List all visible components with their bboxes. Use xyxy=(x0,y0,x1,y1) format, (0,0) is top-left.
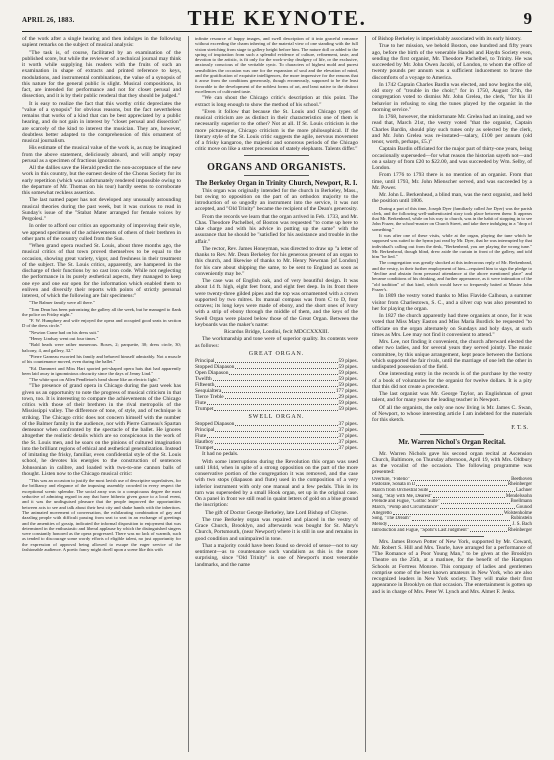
great-organ-title: GREAT ORGAN. xyxy=(248,350,305,357)
article-paragraph: "The presence of grand opera in Chicago during the past week has given us an opportunity to note the progress of musical criticism in that town, too. It is interesting to compare the achievements of the Chicago critics with those of their brethren in the rival metropolis of the Mississippi valley. The difference of tone, of style, and of technique is striking. The Chicago critic does not concern himself with the number of the Balmer family in the audience, nor with Pierre Garneau's Spartan demeanor when confronted by the spectacle of the ballet. He ignores altogether the realistic details which are so conspicuous in the work of the St. Louis men, and he soars on the pinions of cultured imagination into the brilliant regions of ethical and æsthetical generalization. Instead of imitating the frisky, familiar, even confidential style of the St. Louis school, he devotes his energies to the construction of sentences Johnsonian in calibre, and loaded with two-to-one cannon balls of thought. Listen now to the Chicago musical critic: xyxy=(22,383,181,477)
leader-dots xyxy=(215,439,338,444)
leader-dots xyxy=(229,370,337,375)
article-paragraph: Mr. John L. Berkenhead, a blind man, was the next organist, and held the position until 1806. xyxy=(372,192,532,205)
article-paragraph: of Bishop Berkeley is imperishably associated with its early history. xyxy=(372,36,522,42)
issue-date: APRIL 26, 1883. xyxy=(22,16,75,24)
article-paragraph: From the records we learn that the organ arrived in Feb. 1733, and Mr. Chas. Theodore Pachelbel, of Boston was requested "to come up here to take charge and with his advice in putting up the same" with the assurance that he should be "satisfied for his assistance and trouble in the affair." xyxy=(195,213,358,245)
article-paragraph: "When grand opera reached St. Louis, about three months ago, the musical critics of that town proved themselves to be equal to the occasion, showing great variety, vigor, and freshness in their treatment of the subject. The St. Louis critics, apparently, are hampered in the discharge of their functions by no cast iron code. While not neglecting the performance in its purely æsthetical aspects, they managed to keep one eye and one ear open for the information which enabled them to enliven and diversify their reports with points of strictly personal interest, of which the following are fair specimens:" xyxy=(22,243,181,299)
article-paragraph: This organ was originally intended for the church in Berkeley, Mass., but owing to opposition on the part of an orthodox majority to the introduction of so ungodly an instrument into the service, it was not accepted, and "Old Trinity" became the recipient of the Dean's generosity. xyxy=(195,187,358,213)
article-paragraph: "Even it follow that because the St. Louis and Chicago types of musical criticism are as distinct in their characteristics one of them is necessarily superior to the other? Not at all. If St. Louis criticism is the more picturesque, Chicago criticism is the more philosophical. If the literary style of the St. Louis critic suggests the agile, nervous movement of a frisky kangaroo, the majestic and sonorous periods of the Chicago critic move on like a street procession of stately elephants. Talents differ." xyxy=(195,108,358,153)
swell-organ-title: SWELL ORGAN. xyxy=(248,414,305,421)
stop-name: Stopped Diapason xyxy=(195,421,235,428)
article-paragraph: Mr. Warren Nichols gave his second organ recital at Ascension Church, Baltimore, on Thursday afternoon, April 19, with Mrs. Oldbury as the vocalist of the occasion. The following programme was presented: xyxy=(372,450,532,476)
anecdote-paragraph: It was after one of these visits, while at the organ, playing the tune which he supposed was suited to the hymn just read by Mr. Dyer, that he was interrupted by that individual's calling out from the desk, "Berkenhead, you are playing the wrong tune." Mr. Berkenhead, though blind, drew aside the curtain in front of the gallery, and told him "he lied." xyxy=(372,232,532,260)
composer-name: Rheinberger xyxy=(507,482,532,488)
article-paragraph: In 1809 the vestry voted thanks to Miss Flavide Calhoun, a summer visitor from Charlestown, S. C., and a silver cup was also presented to her for playing the organ. xyxy=(372,293,532,312)
great-organ-specification xyxy=(195,358,358,412)
stop-name: Twelfth xyxy=(195,376,212,383)
leader-dots xyxy=(388,522,511,526)
leader-dots xyxy=(225,394,338,399)
piece-title: Song, "The Dream" xyxy=(372,516,411,522)
pipe-count: 37 pipes. xyxy=(338,427,358,434)
pipe-count: 59 pipes. xyxy=(338,358,358,365)
quoted-line: "Pierre Garneau escorted his family and behaved himself admirably. Not a muscle of his countenance moved, even during the ballet." xyxy=(22,353,181,365)
composer-name: Beethoven xyxy=(511,476,532,482)
leader-dots xyxy=(441,499,510,503)
leader-dots xyxy=(214,406,337,411)
pipe-count: 37 pipes. xyxy=(338,433,358,440)
composer-name: Lachner xyxy=(515,487,532,493)
leader-dots xyxy=(235,364,337,369)
leader-dots xyxy=(411,477,510,481)
article-paragraph: The case was of English oak, and of very beautiful design. It was about 14 ft. high, eight feet front, and eight feet deep. In its front there were twenty-three gilded pipes and the top was ornamented with a crown supported by two mitres. Its manual compass was from C to D, four octaves; its long keys were made of ebony, and the short ones of ivory with a strip of ebony through the middle of them, and the keys of the Swell Organ were placed below those of the Great Organ. Between the keyboards was the maker's name: xyxy=(195,278,358,328)
article-paragraph: In 1827 the church apparently had three organists at once, for it was voted that Miss Mary Easton and Miss Maria Burdick be requested "to officiate on the organ alternately on Sundays and holy days, at such times as Mrs. Lee may not find it convenient to attend." xyxy=(372,313,532,338)
stop-name: Trumpet xyxy=(195,406,214,413)
leader-dots xyxy=(235,421,337,426)
piece-title: Pastorale, Sonata in D xyxy=(372,482,416,488)
composer-name: Mendelssohn xyxy=(505,493,532,499)
leader-dots xyxy=(393,511,503,515)
article-paragraph: The workmanship and tone were of superior quality. Its contents were as follows: xyxy=(195,336,358,349)
quoted-line: "Ed. Dammert and Miss Hart sported pet-shaped opera hats that had apparently been laid away in ignominious obscurity since the days of Jenny Lind." xyxy=(22,365,181,376)
section-heading: ORGANS AND ORGANISTS. xyxy=(207,161,346,173)
leader-dots xyxy=(214,445,337,450)
article-paragraph: "The task is, of course, facilitated by an examination of the published score, but while the reviewer of a technical journal may think it worth while supplying his readers with the fruits of such an examination in shape of extracts and printed reference to keys, modulations, and instrumental combinations, the value of a synopsis of this nature for the general public is slight. Musical compositions, in fact, are intended for performance and not for closet perusal and dissection, and it is by their public renderal that they should be judged." xyxy=(22,49,181,100)
article-paragraph: All the dallies save the Herald predict the non-acceptance of the new work in this country, but the earnest desire of the Chorus Society for its early repetition (which was unfortunately rendered impossible owing to the departure of Mr. Thomas on his tour) hardly seems to corroborate this somewhat reckless assertion. xyxy=(22,165,181,196)
article-paragraph: Mrs. Lee, not finding it convenient, the church afterward elected the other two ladies, and for several years they served jointly. The music committee, by this unique arrangement, kept peace between the factions which supported the fair rivals, until the marriage of one left the other in undisputed possession of the field. xyxy=(372,339,532,370)
stop-name: Hautboy xyxy=(195,439,214,446)
composer-name: J. S. Bach xyxy=(512,522,532,528)
great-organ-stop xyxy=(195,406,358,412)
quoted-line: "Newton Crane had on his dress suit." xyxy=(29,329,99,335)
article-headline: Mr. Warren Nichol's Organ Recital. xyxy=(398,437,506,446)
section-rule xyxy=(420,434,484,435)
section-rule xyxy=(420,448,484,449)
pipe-count: 37 pipes. xyxy=(338,439,358,446)
piece-title: March, "Pomp and Circumstance" xyxy=(372,505,440,511)
column-divider xyxy=(365,36,366,752)
stop-name: Flute xyxy=(195,400,207,407)
stop-name: Tierce Treble xyxy=(195,394,224,401)
leader-dots xyxy=(215,358,337,363)
quoted-line: "Bald heads were rather numerous. Boxes, 2; parquette, 30; dress circle, 30; balcony, 4, and gallery, 32." xyxy=(22,342,181,353)
leader-dots xyxy=(440,505,515,509)
stop-name: Principal xyxy=(195,427,215,434)
quoted-line: "The Balmer family were all there." xyxy=(29,300,95,306)
composer-name: Gounod xyxy=(516,505,532,511)
article-paragraph: One interesting entry in the records is of the purchase by the vestry of a book of voluntaries for the organist for twelve dollars. It is a pity that this did not create a precedent. xyxy=(372,371,532,390)
stop-name: Fifteenth xyxy=(195,382,215,389)
leader-dots xyxy=(215,382,337,387)
article-paragraph: True to her mission, we behold Boston, one hundred and fifty years ago, before the birth of the venerable Handel and Haydn Society even, sending the first organist, Mr. Theodore Pachelbel, to Trinity. He was succeeded by Mr. John Owen Jacobi, of London, to whom the office of twenty pounds per annum was a sufficient inducement to brave the discomforts of a voyage to America. xyxy=(372,43,532,81)
quoted-line: "F. W. Humphrey and wife enjoyed the opera and occupied good seats in section D of the dress circle." xyxy=(22,318,181,329)
article-paragraph: The true Berkeley organ was repaired and placed in the vestry of Grace Church, Brooklyn, and afterwards was bought for St. Mary's Church, Portsmouth, (near Newport) where it is still in use and remains in good condition and unimpaired in tone. xyxy=(195,516,358,542)
masthead-rule xyxy=(22,31,532,32)
case-inscription: The gift of Doctor George Berkeley, late Lord Bishop of Cloyne. xyxy=(205,509,348,516)
article-paragraph: His estimate of the musical value of the work is, as may be imagined from the above statement, deliciously absurd, and will amply repay perusal as a specimen of fractious ignorance. xyxy=(22,145,181,164)
leader-dots xyxy=(207,433,337,438)
author-signature: F. T. S. xyxy=(511,425,528,432)
pipe-count: 59 pipes. xyxy=(338,400,358,407)
section-rule xyxy=(244,155,309,156)
article-paragraph: Of all the organists, the only one now living is Mr. James C. Swan, of Newport, to whose interesting article I am indebted for the materials for this sketch. xyxy=(372,404,532,423)
pipe-count: 59 pipes. xyxy=(338,376,358,383)
composer-name: Rubinstein xyxy=(510,516,532,522)
article-paragraph: It had no pedals. xyxy=(202,451,239,458)
article-paragraph: With some interruptions during the Revolution this organ was used until 1844, when in spite of a strong opposition on the part of the more conservative portion of the congregation it was removed, and the case with two stops (diapason and flute) used in the composition of a very inferior instrument with only one manual and a few pedals. This in its turn was superseded by a small Hook organ, set up in the original case. On a panel in front we still read in quaint letters of gold on a blue ground the inscription: xyxy=(195,458,358,509)
stop-name: Open Diapason xyxy=(195,370,229,377)
maker-inscription: Ricardus Bridge, Londini, fecit MDCCXXXIII. xyxy=(224,329,329,336)
article-paragraph: That a majority could have been found so devoid of sense—not to say sentiment—as to countenance such vandalism as this is the more surprising, since "Old Trinity" is one of Newport's most venerable landmarks, and the name xyxy=(195,542,358,568)
piece-title: Introduction and Fugue, "Spohr's Last Judgment" xyxy=(372,527,469,533)
swell-organ-specification xyxy=(195,421,358,451)
article-paragraph: In order to afford our critics an opportunity of improving their style, we append specimens of the achievements of others of their brethren in other parts of the country culled from the Sun. xyxy=(22,223,181,242)
article-paragraph: of the work after a single hearing and then indulges in the following sapient remarks on the subject of musical analysis: xyxy=(22,36,181,49)
stop-name: Stopped Diapason xyxy=(195,364,235,371)
leader-dots xyxy=(416,482,506,486)
programme-item xyxy=(372,528,532,534)
piece-title: Overture, "Fidelio" xyxy=(372,476,410,482)
pipe-count: 29 pipes. xyxy=(338,394,358,401)
pipe-count: 59 pipes. xyxy=(338,406,358,413)
piece-title: Melody xyxy=(372,522,388,528)
pipe-count: 37 pipes. xyxy=(338,445,358,452)
anecdote-paragraph: The congregation was greatly shocked at this indecorous reply of Mr. Berkenhead, and the vestry, in their further employment of him—required him to sign the pledge to "decline and abstain from personal attendance at the above mentioned place" and became conditions of his drinking, and further appearance, as it were intimation of the "old tradition" of that kind, which would have so frequently baited at Master John Frazer's. xyxy=(372,260,532,292)
column-2 xyxy=(195,36,358,752)
leader-dots xyxy=(213,376,338,381)
leader-dots xyxy=(429,488,515,492)
article-paragraph: In 1742 Captain Charles Bardin was elected, and now begins the old, old story of "trouble in the choir;" for in 1750, August 27th, the congregation voted to dismiss Mr. John Grelea, the clerk, "for his ill behavior in refusing to sing the tunes played by the organist in the morning service." xyxy=(372,81,532,113)
quoted-line: "Tom Dean has been patronizing the gallery all the week, but he managed to flank the police on Friday night." xyxy=(22,306,181,317)
quoted-passage: "This was an occasion to justify the most lavish use of descriptive superlatives, for the brilliancy and elegance of the imposing assembly crowded in every respect the exceptional scenic splendor. The social array was to a conspicuous degree the most seductive of admiring regard in any that have hitherto given grace to a local event, and it was the undisguised pleasure that the people improved the opportunities between acts to see and talk about their best city and shake hands with the inheritors. The animated movement of conversation, the exhilarating combination of gay and dazzling people with difficult passing from seat to seat in an exchange of greetings and the amenities of gossip, indicated the informal disposition to enjoyment that was determined in the enthusiastic and liberal applause by which the distinguished singers were constantly honored as the opera progressed. There was no lack of warmth, such as tended to discourage some wordy efforts of eligible talent, no just opportunity for the expression of approval being allowed to escape the eager service of the fashionable audience. A poetic fancy might dwell upon a scene like this with xyxy=(22,478,181,553)
stop-name: Principal xyxy=(195,358,215,365)
column-3 xyxy=(372,36,532,752)
piece-title: March from Orchestral Suite xyxy=(372,487,429,493)
stop-name: Flute xyxy=(195,433,207,440)
article-paragraph: The last named paper has not developed any unusually astounding musical theories during the past week, but it was curious to read in Sunday's issue of the "Stabat Mater arranged for female voices by Pergolesi." xyxy=(22,197,181,222)
section-rule xyxy=(244,175,309,176)
recital-programme xyxy=(372,477,532,534)
article-headline: The Berkeley Organ in Trinity Church, Newport, R. I. xyxy=(195,178,358,187)
leader-dots xyxy=(470,528,507,532)
composer-name: Boellmann xyxy=(510,499,532,505)
leader-dots xyxy=(412,516,510,520)
pipe-count: 37 pipes. xyxy=(338,421,358,428)
publication-title: THE KEYNOTE. xyxy=(187,6,367,30)
leader-dots xyxy=(222,388,334,393)
quoted-passage: infinite resource of happy images, and swell description of it into graceful romance without exceeding the charm inhering of the material view of one standing with the full vision stretching from stage to gallery height before him. The nature doll or added to the spring of inspiration from such a splendid evidence of culture, refinement, taste, and devotion to the artistic, is fit only for the work-a-day drudgery of life, or the exclusive, anxiously conscious of the veritable cynic. To characters of highest mold and purest sensibilities the occasion was one for the expansion of soul and the elevation of mind, and the gratification of exquisite intelligences, the more impressive for the reasons that it arose from the conditions generously, though erroneously, supposed to be the least favorable to the development of the noblest forms of art, and least native to the distinct excellences of cultivated taste. xyxy=(195,36,358,94)
composer-name: Wolstenholme xyxy=(503,510,532,516)
anecdote-paragraph: During a part of this time, Joseph Dyer (familiarly called Joe Dyer) was the parish clerk, and the following well-authenticated story took place between them: It appears that Mr. Berkenhead, while on his way to church, was in the habit of stopping in to see John Frazer, the school-master on Church Street, and take there indulging in a "drop of something." xyxy=(372,205,532,232)
article-paragraph: It is easy to realize the fact that this worthy critic depreciates the "value of a synopsis" for obvious reasons, but the fact nevertheless remains that works of a kind that can be best appreciated by a public hearing, and do not gain in interest by "closet perusal and dissection" are scarcely of the kind to interest the musician. They are, however, doubtless better adapted to the comprehension of this ornament of musical journalism. xyxy=(22,100,181,144)
piece-title: Prelude and Fugue, "Gothic Suite" xyxy=(372,499,440,505)
section-rule xyxy=(420,536,484,537)
leader-dots xyxy=(215,427,337,432)
article-paragraph: "We can shout the Chicago critic's description at this point. The extract is long enough to show the method of his school." xyxy=(195,95,358,108)
article-paragraph: In 1768, however, the misfortunate Mr. Grelea had an inning, and we read that, March 21st, the vestry voted "that the organist, Captain Charles Bardin, should play such tunes only as selected by the clerk, and Mr. John Grelea was re-instated—salary, £100 per annum (old tenor, worth, perhaps, £5.)" xyxy=(372,114,532,145)
article-paragraph: The last organist was Mr. George Taylor, an Englishman of great talent, and for many years the leading teacher in Newport. xyxy=(372,391,532,404)
stop-name: Trumpet xyxy=(195,445,214,452)
composer-name: Rheinberger xyxy=(507,527,532,533)
piece-title: Allegretto xyxy=(372,510,392,516)
article-paragraph: Captain Bardin officiated for the major part of thirty-one years, being occasionally superseded—for what reason the historian sayeth not—and on a salary of from £20 to $22.00, and was succeeded by Wm. Selby, of London. xyxy=(372,146,532,171)
quoted-line: "The white spot on Allen Pendleton's head shone like an electric light." xyxy=(29,377,160,383)
article-paragraph: From 1776 to 1793 there is no mention of an organist. From that time, until 1793, Mr. John Mienscher served, and was succeeded by a Mr. Power. xyxy=(372,172,532,191)
masthead xyxy=(22,4,532,30)
article-paragraph: The rector, Rev. James Honeyman, was directed to draw up "a letter of thanks to Rev. Mr. Dean Berkeley for his generous present of an organ to this church, and likewise of thanks to Mr. Henry Newman [of London] for his care about shipping the same, to be sent to England as soon as conveniently may be." xyxy=(195,245,358,277)
article-paragraph: Mrs. James Brown Potter of New York, supported by Mr. Coward, Mr. Robert S. Hill and Mrs. Tearle, have arranged for a performance of "The Romance of a Poor Young Man," to be given at the Brooklyn Theatre on the 25th, at a matinee, for the benefit of the Hampton Schools at Fortress Monroe. This company of ladies and gentlemen comprise some of the best known amateurs in New York, who are also recognized leaders in New York society. They will make their first appearance in Brooklyn on that occasion. The entertainment is gotten up and is in charge of Mrs. Peter W. Lynch and Mrs. Almet F. Jenks. xyxy=(372,538,532,595)
page-number: 9 xyxy=(523,9,532,28)
column-divider xyxy=(188,36,189,752)
leader-dots xyxy=(207,400,337,405)
leader-dots xyxy=(433,494,505,498)
pipe-count: 59 pipes. xyxy=(338,382,358,389)
column-1 xyxy=(22,36,181,752)
piece-title: Song, "Stay with Me, Dearest" xyxy=(372,493,433,499)
stop-name: Sesquialtera xyxy=(195,388,222,395)
pipe-count: 59 pipes. xyxy=(338,364,358,371)
pipe-count: 59 pipes. xyxy=(338,370,358,377)
pipe-count: 177 pipes. xyxy=(335,388,358,395)
quoted-line: "Henry Lindsay went out four times." xyxy=(29,336,99,342)
